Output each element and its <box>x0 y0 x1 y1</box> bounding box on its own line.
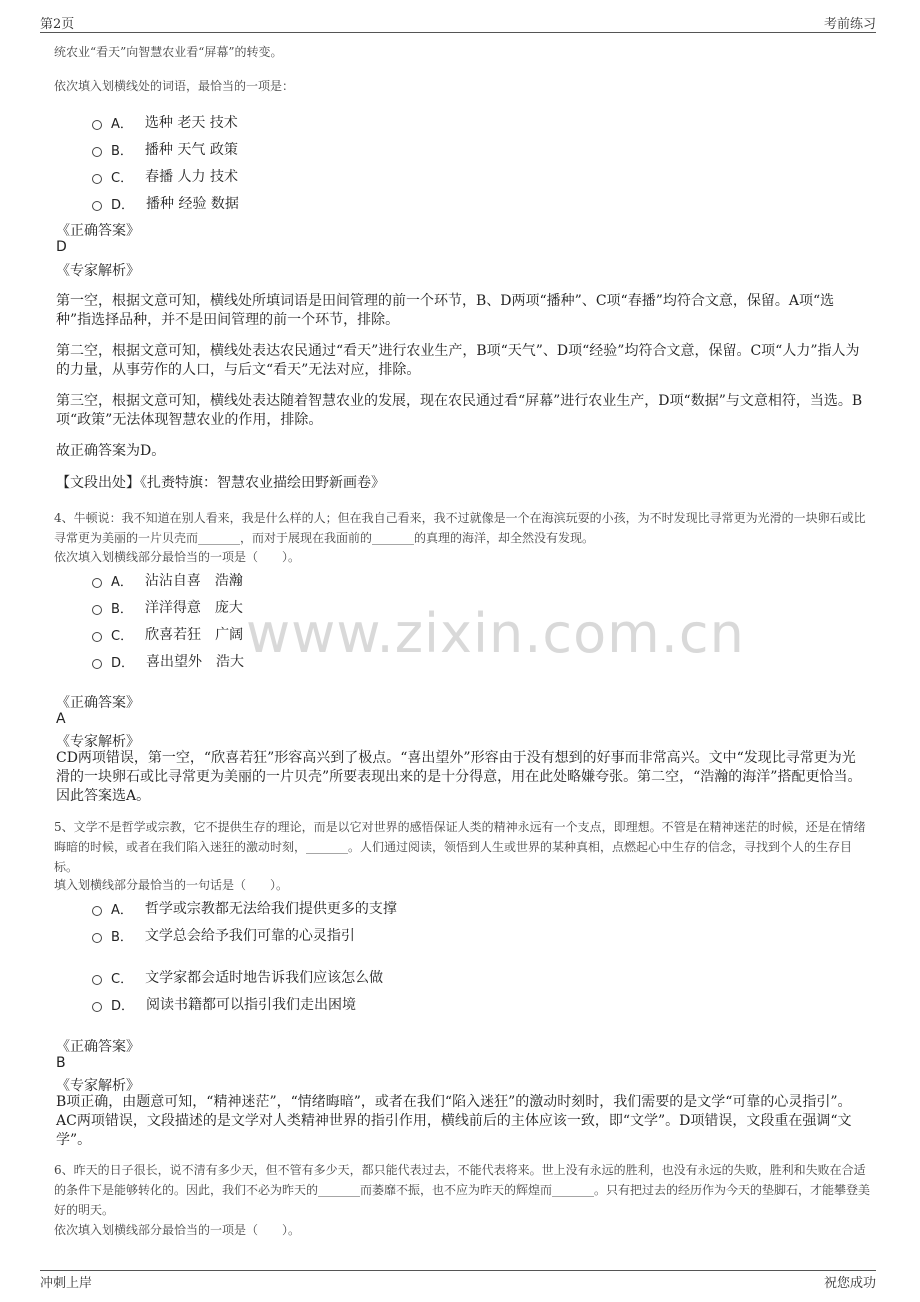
radio-icon[interactable] <box>92 147 102 157</box>
q4-analysis-label: 《专家解析》 <box>56 734 140 750</box>
q3-option-a[interactable]: A． 选种 老天 技术 <box>92 111 238 133</box>
q3-answer-label: 《正确答案》 <box>56 223 140 239</box>
page-number: 第2页 <box>40 17 75 32</box>
q5-stem: 5、文学不是哲学或宗教，它不提供生存的理论，而是以它对世界的感悟保证人类的精神永远有一个支点，即理想。不管是在精神迷茫的时候，还是在情绪晦暗的时候，或者在我们陷入迷狂的激动时刻，_______。人们通过阅读，领悟到人生或世界的某种真相，点燃起心中生存的信念，寻找到个人的生存目标。 <box>54 820 866 874</box>
footer-left: 冲刺上岸 <box>40 1276 93 1291</box>
q3-analysis-p3: 第三空，根据文意可知，横线处表达随着智慧农业的发展，现在农民通过看“屏幕”进行农业生产，D项“数据”与文意相符，当选。B项“政策”无法体现智慧农业的作用，排除。 <box>56 393 863 428</box>
q4-answer-label: 《正确答案》 <box>56 695 140 711</box>
radio-icon[interactable] <box>92 201 102 211</box>
watermark: www.zixin.com.cn <box>246 602 745 665</box>
q3-option-d[interactable]: D． 播种 经验 数据 <box>92 192 239 214</box>
q4-stem: 4、牛顿说：我不知道在别人看来，我是什么样的人；但在我自己看来，我不过就像是一个在海滨玩耍的小孩，为不时发现比寻常更为光滑的一块卵石或比寻常更为美丽的一片贝壳而_______，而对于展现在我面前的_______的真理的海洋，却全然没有发现。 <box>54 511 866 545</box>
q4-analysis: CD两项错误，第一空，“欣喜若狂”形容高兴到了极点。“喜出望外”形容由于没有想到的好事而非常高兴。文中“发现比寻常更为光滑的一块卵石或比寻常更为美丽的一片贝壳”所要表现出来的是十分得意，用在此处略嫌夸张。第二空，“浩瀚的海洋”搭配更恰当。因此答案选A。 <box>56 750 862 804</box>
page-header <box>40 10 876 33</box>
radio-icon[interactable] <box>92 605 102 615</box>
q4-option-c[interactable]: C． 欣喜若狂 广阔 <box>92 623 243 645</box>
q6-stem: 6、昨天的日子很长，说不清有多少天，但不管有多少天，都只能代表过去，不能代表将来。世上没有永远的胜利，也没有永远的失败，胜利和失败在合适的条件下是能够转化的。因此，我们不必为昨天的_______而萎靡不振，也不应为昨天的辉煌而_______。只有把过去的经历作为今天的垫脚石，才能攀登美好的明天。 <box>54 1163 871 1217</box>
q4-option-a[interactable]: A． 沾沾自喜 浩瀚 <box>92 569 243 591</box>
q3-intro-tail: 统农业“看天”向智慧农业看“屏幕”的转变。 <box>54 45 283 59</box>
q3-option-b[interactable]: B． 播种 天气 政策 <box>92 138 238 160</box>
q5-answer: B <box>56 1055 66 1071</box>
q5-option-c[interactable]: C． 文学家都会适时地告诉我们应该怎么做 <box>92 966 383 988</box>
q5-analysis-label: 《专家解析》 <box>56 1078 140 1094</box>
q6-prompt: 依次填入划横线部分最恰当的一项是（ ）。 <box>54 1223 301 1237</box>
q5-option-a[interactable]: A． 哲学或宗教都无法给我们提供更多的支撑 <box>92 897 397 919</box>
radio-icon[interactable] <box>92 975 102 985</box>
q3-analysis-p2: 第二空，根据文意可知，横线处表达农民通过“看天”进行农业生产，B项“天气”、D项“经验”均符合文意，保留。C项“人力”指人为的力量，从事劳作的人口，与后文“看天”无法对应，排除。 <box>56 343 860 378</box>
q5-prompt: 填入划横线部分最恰当的一句话是（ ）。 <box>54 878 289 892</box>
radio-icon[interactable] <box>92 174 102 184</box>
radio-icon[interactable] <box>92 906 102 916</box>
radio-icon[interactable] <box>92 933 102 943</box>
q5-option-d[interactable]: D． 阅读书籍都可以指引我们走出困境 <box>92 993 356 1015</box>
q4-option-d[interactable]: D． 喜出望外 浩大 <box>92 650 244 672</box>
q3-source: 【文段出处】《扎赉特旗：智慧农业描绘田野新画卷》 <box>56 475 385 491</box>
q4-prompt: 依次填入划横线部分最恰当的一项是（ ）。 <box>54 550 301 564</box>
q3-analysis-p4: 故正确答案为D。 <box>56 443 166 459</box>
radio-icon[interactable] <box>92 659 102 669</box>
q4-answer: A <box>56 711 66 727</box>
radio-icon[interactable] <box>92 1002 102 1012</box>
q3-answer: D <box>56 239 67 255</box>
radio-icon[interactable] <box>92 120 102 130</box>
q5-analysis: B项正确，由题意可知，“精神迷茫”，“情绪晦暗”，或者在我们“陷入迷狂”的激动时刻时，我们需要的是文学“可靠的心灵指引”。AC两项错误，文段描述的是文学对人类精神世界的指引作用，横线前后的主体应该一致，即“文学”。D项错误，文段重在强调“文学”。 <box>56 1094 852 1148</box>
q5-option-b[interactable]: B． 文学总会给予我们可靠的心灵指引 <box>92 924 355 946</box>
footer-right: 祝您成功 <box>823 1276 876 1291</box>
q3-prompt: 依次填入划横线处的词语，最恰当的一项是： <box>54 79 295 93</box>
q3-analysis-p1: 第一空，根据文意可知，横线处所填词语是田间管理的前一个环节，B、D两项“播种”、C项“春播”均符合文意，保留。A项“选种”指选择品种，并不是田间管理的前一个环节，排除。 <box>56 293 835 328</box>
q3-analysis-label: 《专家解析》 <box>56 263 140 279</box>
q4-option-b[interactable]: B． 洋洋得意 庞大 <box>92 596 243 618</box>
radio-icon[interactable] <box>92 632 102 642</box>
page-footer <box>40 1270 876 1296</box>
q5-answer-label: 《正确答案》 <box>56 1039 140 1055</box>
q3-option-c[interactable]: C． 春播 人力 技术 <box>92 165 238 187</box>
radio-icon[interactable] <box>92 578 102 588</box>
header-title: 考前练习 <box>823 17 876 32</box>
